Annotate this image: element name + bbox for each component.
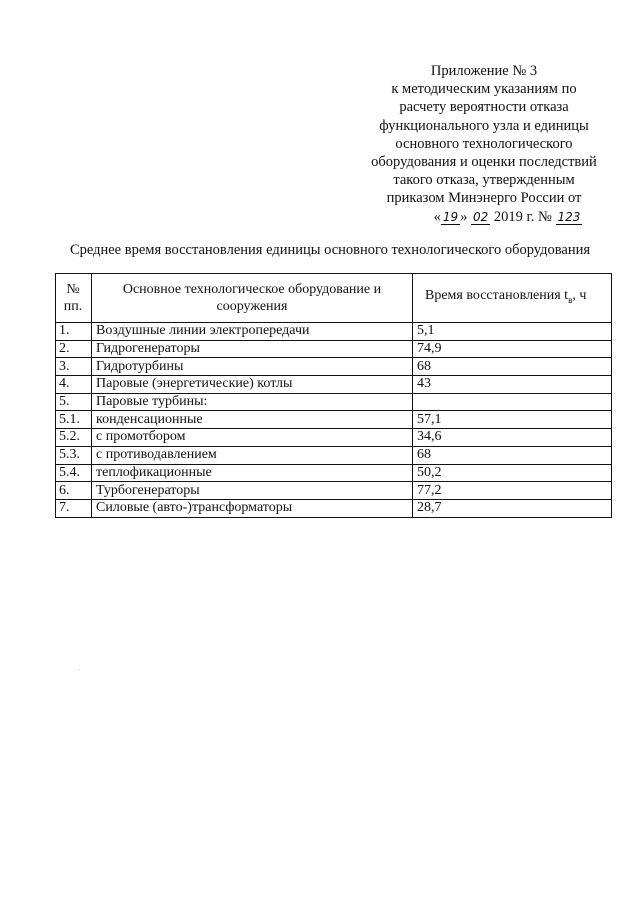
row-number: 3. bbox=[56, 358, 92, 376]
header-line: приказом Минэнерго России от bbox=[386, 190, 582, 207]
header-recovery-time-subscript: в bbox=[568, 294, 573, 305]
row-equipment: Паровые (энергетические) котлы bbox=[92, 376, 413, 394]
row-recovery-time: 43 bbox=[413, 376, 612, 394]
scan-speck: · bbox=[78, 666, 81, 675]
row-equipment: Турбогенераторы bbox=[92, 482, 413, 500]
row-recovery-time: 28,7 bbox=[413, 499, 612, 517]
row-recovery-time bbox=[413, 393, 612, 411]
appendix-header bbox=[350, 62, 618, 226]
row-equipment: Силовые (авто-)трансформаторы bbox=[92, 499, 413, 517]
header-recovery-time-unit: , ч bbox=[572, 288, 587, 304]
row-equipment: Воздушные линии электропередачи bbox=[92, 323, 413, 341]
table-row bbox=[56, 446, 612, 464]
table-row bbox=[56, 376, 612, 394]
row-recovery-time: 77,2 bbox=[413, 482, 612, 500]
row-recovery-time: 68 bbox=[413, 446, 612, 464]
row-number: 5.1. bbox=[56, 411, 92, 429]
row-recovery-time: 74,9 bbox=[413, 340, 612, 358]
table-row bbox=[56, 411, 612, 429]
row-recovery-time: 5,1 bbox=[413, 323, 612, 341]
row-equipment: с промотбором bbox=[92, 429, 413, 447]
close-quote: » bbox=[460, 208, 468, 225]
row-equipment: Гидротурбины bbox=[92, 358, 413, 376]
table-row bbox=[56, 429, 612, 447]
table-row bbox=[56, 323, 612, 341]
order-year-text: 2019 г. № bbox=[493, 208, 552, 225]
row-number: 5.3. bbox=[56, 446, 92, 464]
table-row bbox=[56, 464, 612, 482]
row-recovery-time: 68 bbox=[413, 358, 612, 376]
row-number: 5.4. bbox=[56, 464, 92, 482]
table-title: Среднее время восстановления единицы основного технологического оборудования bbox=[69, 242, 591, 258]
row-recovery-time: 34,6 bbox=[413, 429, 612, 447]
header-line: Приложение № 3 bbox=[430, 63, 538, 79]
row-number: 2. bbox=[56, 340, 92, 358]
row-equipment: с противодавлением bbox=[92, 446, 413, 464]
row-number: 6. bbox=[56, 482, 92, 500]
row-equipment: Паровые турбины: bbox=[92, 393, 413, 411]
header-line: функционального узла и единицы bbox=[379, 117, 589, 134]
table-body bbox=[56, 323, 612, 518]
header-number: № пп. bbox=[56, 274, 92, 323]
row-number: 1. bbox=[56, 323, 92, 341]
table-row bbox=[56, 393, 612, 411]
row-equipment: конденсационные bbox=[92, 411, 413, 429]
order-date-line bbox=[350, 208, 618, 226]
table-row bbox=[56, 340, 612, 358]
header-line: основного технологического bbox=[395, 135, 573, 152]
header-line: расчету вероятности отказа bbox=[399, 99, 569, 116]
table-row bbox=[56, 358, 612, 376]
row-recovery-time: 50,2 bbox=[413, 464, 612, 482]
handwritten-day: 19 bbox=[442, 209, 459, 224]
row-recovery-time: 57,1 bbox=[413, 411, 612, 429]
header-equipment: Основное технологическое оборудование и сооружения bbox=[92, 274, 413, 323]
row-number: 5.2. bbox=[56, 429, 92, 447]
row-equipment: теплофикационные bbox=[92, 464, 413, 482]
row-equipment: Гидрогенераторы bbox=[92, 340, 413, 358]
open-quote: « bbox=[433, 208, 441, 225]
table-row bbox=[56, 499, 612, 517]
row-number: 5. bbox=[56, 393, 92, 411]
recovery-time-table bbox=[55, 273, 612, 518]
table-row bbox=[56, 482, 612, 500]
table-header-row bbox=[56, 274, 612, 323]
header-line: к методическим указаниям по bbox=[391, 81, 577, 98]
header-line: такого отказа, утвержденным bbox=[393, 172, 575, 189]
header-recovery-time-label: Время восстановления t bbox=[425, 288, 569, 304]
header-recovery-time bbox=[413, 274, 612, 323]
header-line: оборудования и оценки последствий bbox=[371, 154, 597, 171]
row-number: 4. bbox=[56, 376, 92, 394]
handwritten-order-number: 123 bbox=[557, 209, 581, 224]
handwritten-month: 02 bbox=[472, 209, 489, 224]
row-number: 7. bbox=[56, 499, 92, 517]
